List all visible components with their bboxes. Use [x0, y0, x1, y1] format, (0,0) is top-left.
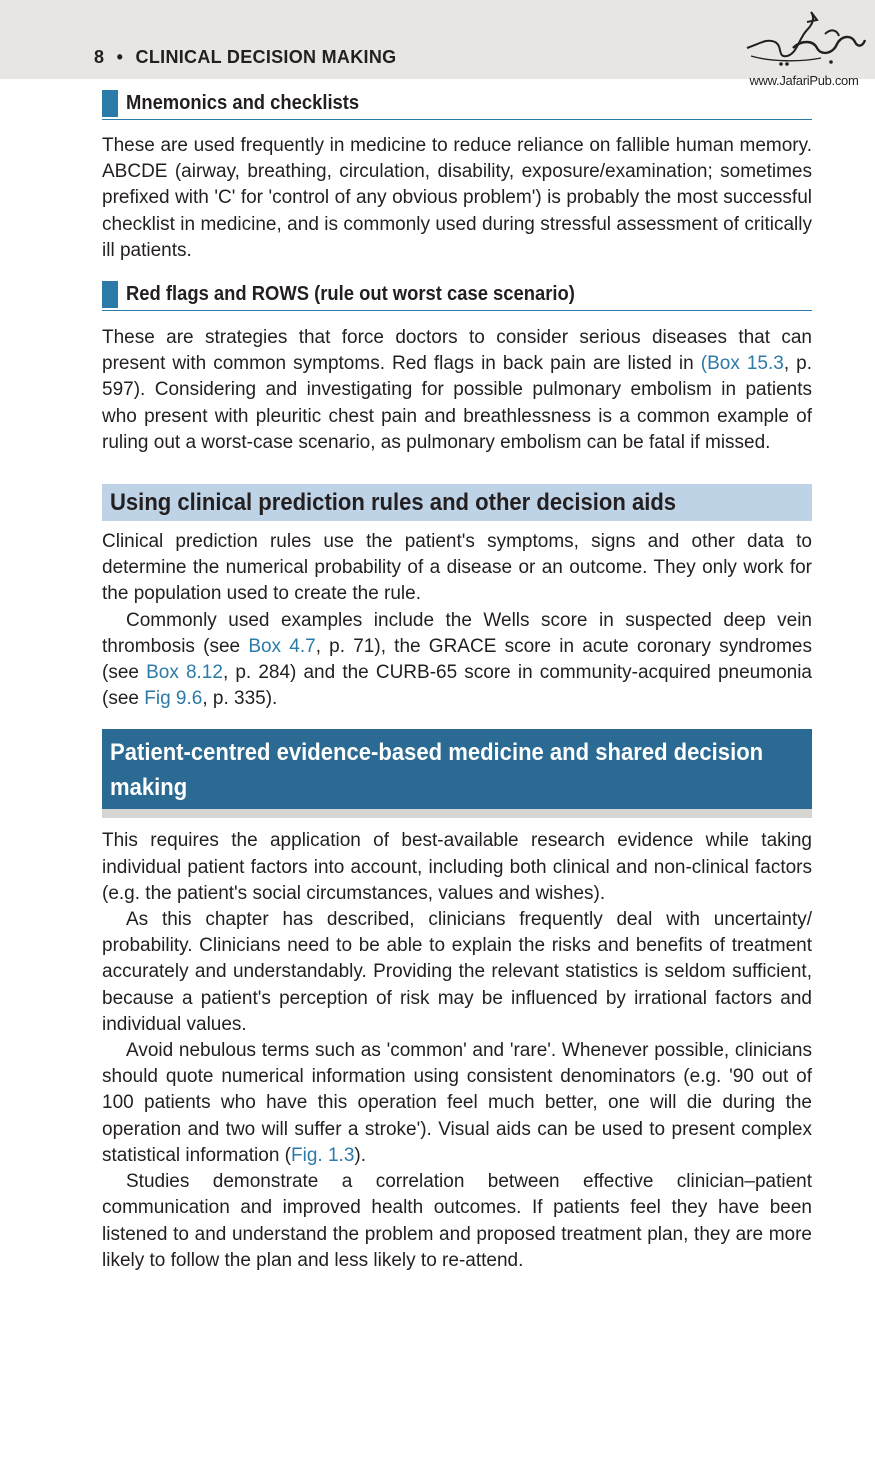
page-content — [102, 88, 812, 1274]
watermark-url: www.JafariPub.com — [749, 73, 859, 88]
paragraph-shared-decision-3 — [102, 1038, 812, 1169]
page-number: 8 — [94, 47, 105, 67]
text-run: , p. 284) and the CURB-65 score in community-acquired pneumonia (see — [102, 662, 813, 710]
link-fig-9-6[interactable]: Fig 9.6 — [144, 688, 203, 710]
paragraph-shared-decision-1: This requires the application of best-available research evidence while taking individual patient factors into account, including both clinical and non-clinical factors (e.g. the patient's social circumstances, values and wishes). — [102, 830, 812, 904]
heading-underline-band — [102, 809, 812, 818]
heading-shared-decision — [102, 729, 812, 809]
text-run: ). — [354, 1144, 366, 1166]
calligraphy-logo-icon — [741, 4, 867, 70]
link-fig-1-3[interactable]: Fig. 1.3 — [291, 1144, 355, 1166]
paragraph-prediction-rules-2 — [102, 608, 812, 713]
heading-red-flags — [102, 279, 812, 311]
link-box-8-12[interactable]: Box 8.12 — [146, 662, 223, 684]
text-run: , p. 597). Considering and investigating for possible pulmonary embolism in patients who present with pleuritic chest pain and breathlessness is a common example of ruling out a worst-case scenario, as pulmonary embolism can be fatal if missed. — [102, 353, 813, 453]
heading-prediction-rules — [102, 484, 812, 521]
paragraph-mnemonics: These are used frequently in medicine to reduce reliance on fallible human memory. ABCDE (airway, breathing, circulation, disability, exposure/examination; sometimes prefixed with 'C' for 'control of any obvious problem') is probably the most successful checklist in medicine, and is commonly used during stressful assessment of critically ill patients. — [102, 135, 812, 261]
heading-shared-decision-text: Patient-centred evidence-based medicine and shared decision making — [110, 739, 764, 802]
publisher-watermark — [737, 4, 871, 90]
heading-marker — [102, 90, 118, 117]
running-head — [94, 47, 396, 68]
paragraph-prediction-rules-1: Clinical prediction rules use the patient's symptoms, signs and other data to determine the numerical probability of a disease or an outcome. They only work for the population used to create the rule. — [102, 531, 812, 605]
heading-red-flags-text: Red flags and ROWS (rule out worst case scenario) — [126, 283, 575, 306]
heading-prediction-rules-text: Using clinical prediction rules and other decision aids — [110, 488, 677, 516]
text-run: Avoid nebulous terms such as 'common' and 'rare'. Whenever possible, clinicians should quote numerical information using consistent denominators (e.g. '90 out of 100 patients who have this operation feel much better, one will die during the operation and two will suffer a stroke'). Visual aids can be used to present complex statistical information ( — [102, 1040, 812, 1166]
heading-mnemonics-text: Mnemonics and checklists — [126, 92, 360, 114]
paragraph-shared-decision-4: Studies demonstrate a correlation between effective clinician–patient communication and improved health outcomes. If patients feel they have been listened to and understand the problem and proposed treatment plan, they are more likely to follow the plan and less likely to re-attend. — [102, 1171, 812, 1271]
link-box-15-3[interactable]: (Box 15.3 — [700, 353, 784, 375]
text-run: , p. 335). — [202, 688, 278, 710]
text-run: These are strategies that force doctors to consider serious diseases that can present with common symptoms. Red flags in back pain are listed in — [102, 327, 812, 375]
running-head-bullet: • — [116, 47, 124, 67]
heading-marker — [102, 281, 118, 308]
text-run: , p. 71), the GRACE score in acute coronary syndromes (see — [102, 635, 812, 684]
paragraph-red-flags — [102, 325, 812, 456]
text-run: Commonly used examples include the Wells score in suspected deep vein thrombosis (see — [102, 609, 812, 657]
heading-mnemonics — [102, 88, 812, 120]
link-box-4-7[interactable]: Box 4.7 — [248, 635, 316, 657]
paragraph-shared-decision-2: As this chapter has described, clinicians frequently deal with uncertainty/​probability. Clinicians need to be able to explain the risks and benefits of treatment accurately and understandably. Providing the relevant statistics is seldom sufficient, because a patient's perception of risk may be influenced by irrational factors and individual values. — [102, 909, 812, 1035]
chapter-title: CLINICAL DECISION MAKING — [135, 47, 397, 67]
